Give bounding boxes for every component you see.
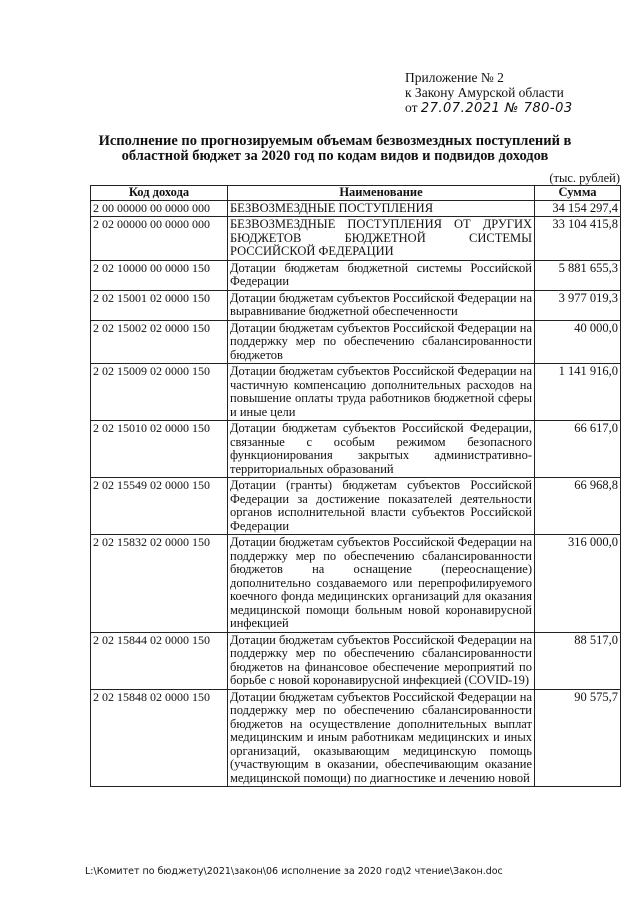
sum-cell: 316 000,0 <box>535 535 621 633</box>
header-code: Код дохода <box>91 186 228 201</box>
sum-cell: 33 104 415,8 <box>535 217 621 261</box>
sum-cell: 3 977 019,3 <box>535 290 621 320</box>
appendix-date-line <box>405 100 625 116</box>
code-cell: 2 02 15010 02 0000 150 <box>91 421 228 478</box>
sum-cell: 1 141 916,0 <box>535 364 621 421</box>
header-sum: Сумма <box>535 186 621 201</box>
sum-cell: 66 968,8 <box>535 478 621 535</box>
table-row <box>91 200 621 217</box>
code-cell: 2 02 10000 00 0000 150 <box>91 260 228 290</box>
name-cell: Дотации бюджетам субъектов Российской Федерации, связанные с особым режимом безопасного функционирования закрытых административно-территориальных образований <box>228 421 535 478</box>
appendix-number: Приложение № 2 <box>405 70 504 85</box>
sum-cell: 90 575,7 <box>535 689 621 787</box>
table-row <box>91 320 621 364</box>
sum-cell: 40 000,0 <box>535 320 621 364</box>
name-cell: БЕЗВОЗМЕЗДНЫЕ ПОСТУПЛЕНИЯ ОТ ДРУГИХ БЮДЖЕТОВ БЮДЖЕТНОЙ СИСТЕМЫ РОССИЙСКОЙ ФЕДЕРАЦИИ <box>228 217 535 261</box>
name-cell: БЕЗВОЗМЕЗДНЫЕ ПОСТУПЛЕНИЯ <box>228 200 535 217</box>
units-label: (тыс. рублей) <box>549 171 620 185</box>
name-cell: Дотации бюджетам субъектов Российской Федерации на выравнивание бюджетной обеспеченности <box>228 290 535 320</box>
table-row <box>91 217 621 261</box>
appendix-block <box>405 70 625 116</box>
revenue-table <box>90 185 621 787</box>
code-cell: 2 02 15832 02 0000 150 <box>91 535 228 633</box>
code-cell: 2 02 15844 02 0000 150 <box>91 632 228 689</box>
table-row <box>91 290 621 320</box>
document-title: Исполнение по прогнозируемым объемам безвозмездных поступлений в областной бюджет за 2020 год по кодам видов и подвидов доходов <box>98 133 572 164</box>
name-cell: Дотации бюджетам субъектов Российской Федерации на частичную компенсацию дополнительных расходов на повышение оплаты труда работников бюджетной сферы и иные цели <box>228 364 535 421</box>
table-row <box>91 364 621 421</box>
name-cell: Дотации (гранты) бюджетам субъектов Российской Федерации за достижение показателей деятельности органов исполнительной власти субъектов Российской Федерации <box>228 478 535 535</box>
name-cell: Дотации бюджетам субъектов Российской Федерации на поддержку мер по обеспечению сбалансированности бюджетов на осуществление дополнительных выплат медицинским и иным работникам медицинских и иных организаций, оказывающим медицинскую помощь (участвующим в оказании, обеспечивающим оказание медицинской помощи) по диагностике и лечению новой <box>228 689 535 787</box>
name-cell: Дотации бюджетам субъектов Российской Федерации на поддержку мер по обеспечению сбалансированности бюджетов на оснащение (переоснащение) дополнительно создаваемого или перепрофилируемого коечного фонда медицинских организаций для оказания медицинской помощи больным новой коронавирусной инфекцией <box>228 535 535 633</box>
code-cell: 2 02 15848 02 0000 150 <box>91 689 228 787</box>
file-path-footer: L:\Комитет по бюджету\2021\закон\06 исполнение за 2020 год\2 чтение\Закон.doc <box>85 866 503 877</box>
sum-cell: 88 517,0 <box>535 632 621 689</box>
name-cell: Дотации бюджетам бюджетной системы Российской Федерации <box>228 260 535 290</box>
code-cell: 2 02 15009 02 0000 150 <box>91 364 228 421</box>
name-cell: Дотации бюджетам субъектов Российской Федерации на поддержку мер по обеспечению сбалансированности бюджетов <box>228 320 535 364</box>
code-cell: 2 02 15001 02 0000 150 <box>91 290 228 320</box>
table-row <box>91 535 621 633</box>
appendix-date-prefix: от <box>405 100 421 115</box>
table-row <box>91 689 621 787</box>
table-row <box>91 260 621 290</box>
table-row <box>91 421 621 478</box>
sum-cell: 34 154 297,4 <box>535 200 621 217</box>
header-name: Наименование <box>228 186 535 201</box>
code-cell: 2 02 00000 00 0000 000 <box>91 217 228 261</box>
sum-cell: 5 881 655,3 <box>535 260 621 290</box>
sum-cell: 66 617,0 <box>535 421 621 478</box>
code-cell: 2 00 00000 00 0000 000 <box>91 200 228 217</box>
table-header-row <box>91 186 621 201</box>
table-row <box>91 632 621 689</box>
table-row <box>91 478 621 535</box>
code-cell: 2 02 15002 02 0000 150 <box>91 320 228 364</box>
appendix-law: к Закону Амурской области <box>405 85 564 100</box>
name-cell: Дотации бюджетам субъектов Российской Федерации на поддержку мер по обеспечению сбалансированности бюджетов на финансовое обеспечение мероприятий по борьбе с новой коронавирусной инфекцией (COVID-19) <box>228 632 535 689</box>
code-cell: 2 02 15549 02 0000 150 <box>91 478 228 535</box>
handwritten-date-number: 27.07.2021 № 780-03 <box>420 101 573 116</box>
